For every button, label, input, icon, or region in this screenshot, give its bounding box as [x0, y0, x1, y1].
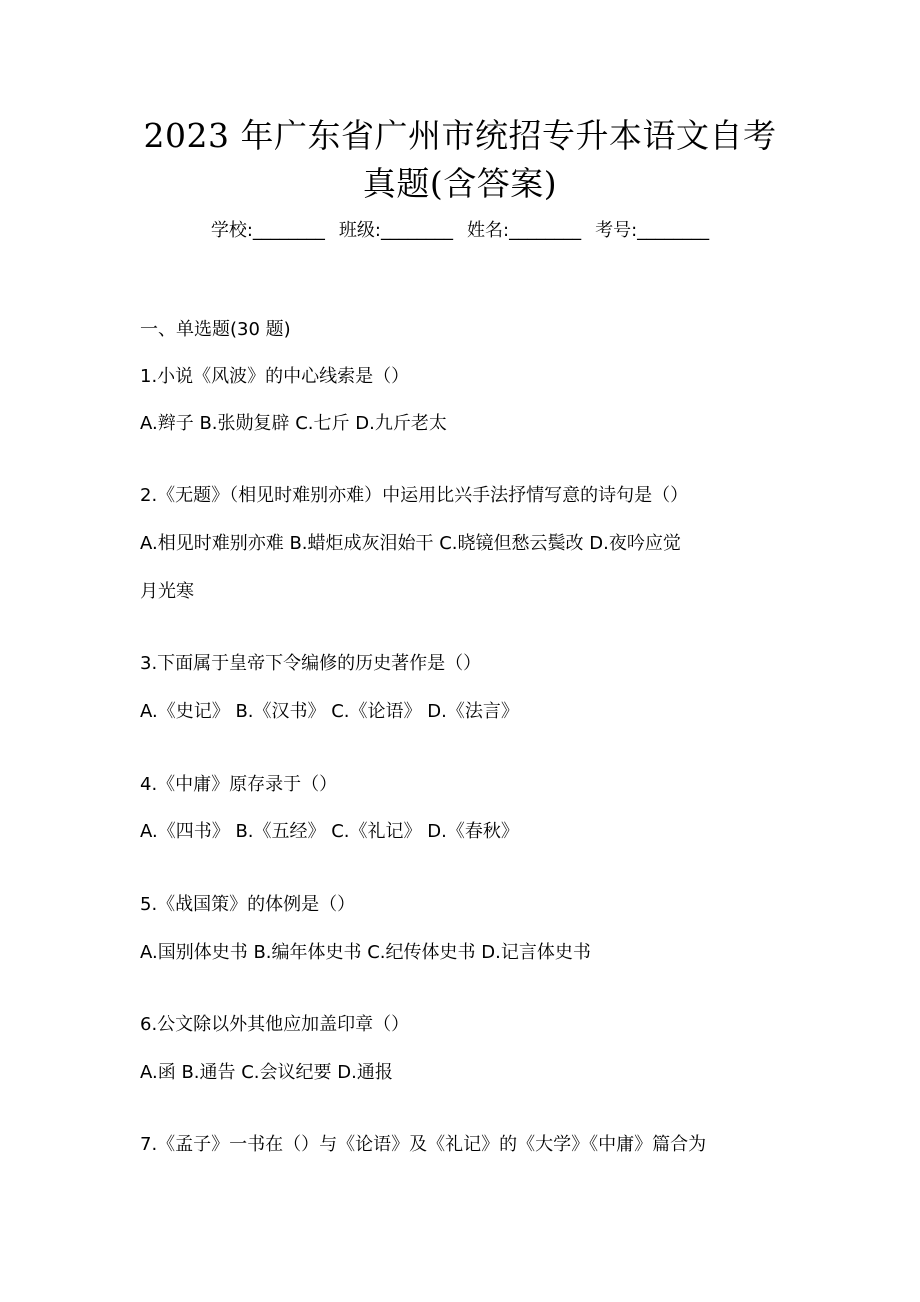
question-1-stem: 1.小说《风波》的中心线索是（）	[140, 366, 410, 387]
question-4-options: A.《四书》 B.《五经》 C.《礼记》 D.《春秋》	[140, 821, 519, 842]
question-2-options: A.相见时难别亦难 B.蜡炬成灰泪始干 C.晓镜但愁云鬓改 D.夜吟应觉	[140, 533, 681, 554]
question-2-options-continued: 月光寒	[140, 581, 194, 602]
school-field: 学校:________	[210, 220, 325, 241]
document-title-line-1: 2023 年广东省广州市统招专升本语文自考	[143, 116, 777, 155]
question-3-options: A.《史记》 B.《汉书》 C.《论语》 D.《法言》	[140, 701, 519, 722]
document-title-line-2: 真题(含答案)	[362, 164, 558, 203]
question-5-stem: 5.《战国策》的体例是（）	[140, 894, 356, 915]
name-field: 姓名:________	[467, 220, 582, 241]
question-3-stem: 3.下面属于皇帝下令编修的历史著作是（）	[140, 653, 482, 674]
question-1-options: A.辫子 B.张勋复辟 C.七斤 D.九斤老太	[140, 413, 447, 434]
student-info-row	[0, 217, 920, 245]
question-6-options: A.函 B.通告 C.会议纪要 D.通报	[140, 1062, 393, 1083]
exam-number-field: 考号:________	[595, 220, 710, 241]
class-field: 班级:________	[338, 220, 453, 241]
question-6-stem: 6.公文除以外其他应加盖印章（）	[140, 1014, 410, 1035]
question-4-stem: 4.《中庸》原存录于（）	[140, 774, 338, 795]
question-7-stem: 7.《孟子》一书在（）与《论语》及《礼记》的《大学》《中庸》篇合为	[140, 1134, 707, 1155]
question-2-stem: 2.《无题》（相见时难别亦难）中运用比兴手法抒情写意的诗句是（）	[140, 485, 689, 506]
question-5-options: A.国别体史书 B.编年体史书 C.纪传体史书 D.记言体史书	[140, 942, 591, 963]
section-heading: 一、单选题(30 题)	[140, 319, 291, 340]
